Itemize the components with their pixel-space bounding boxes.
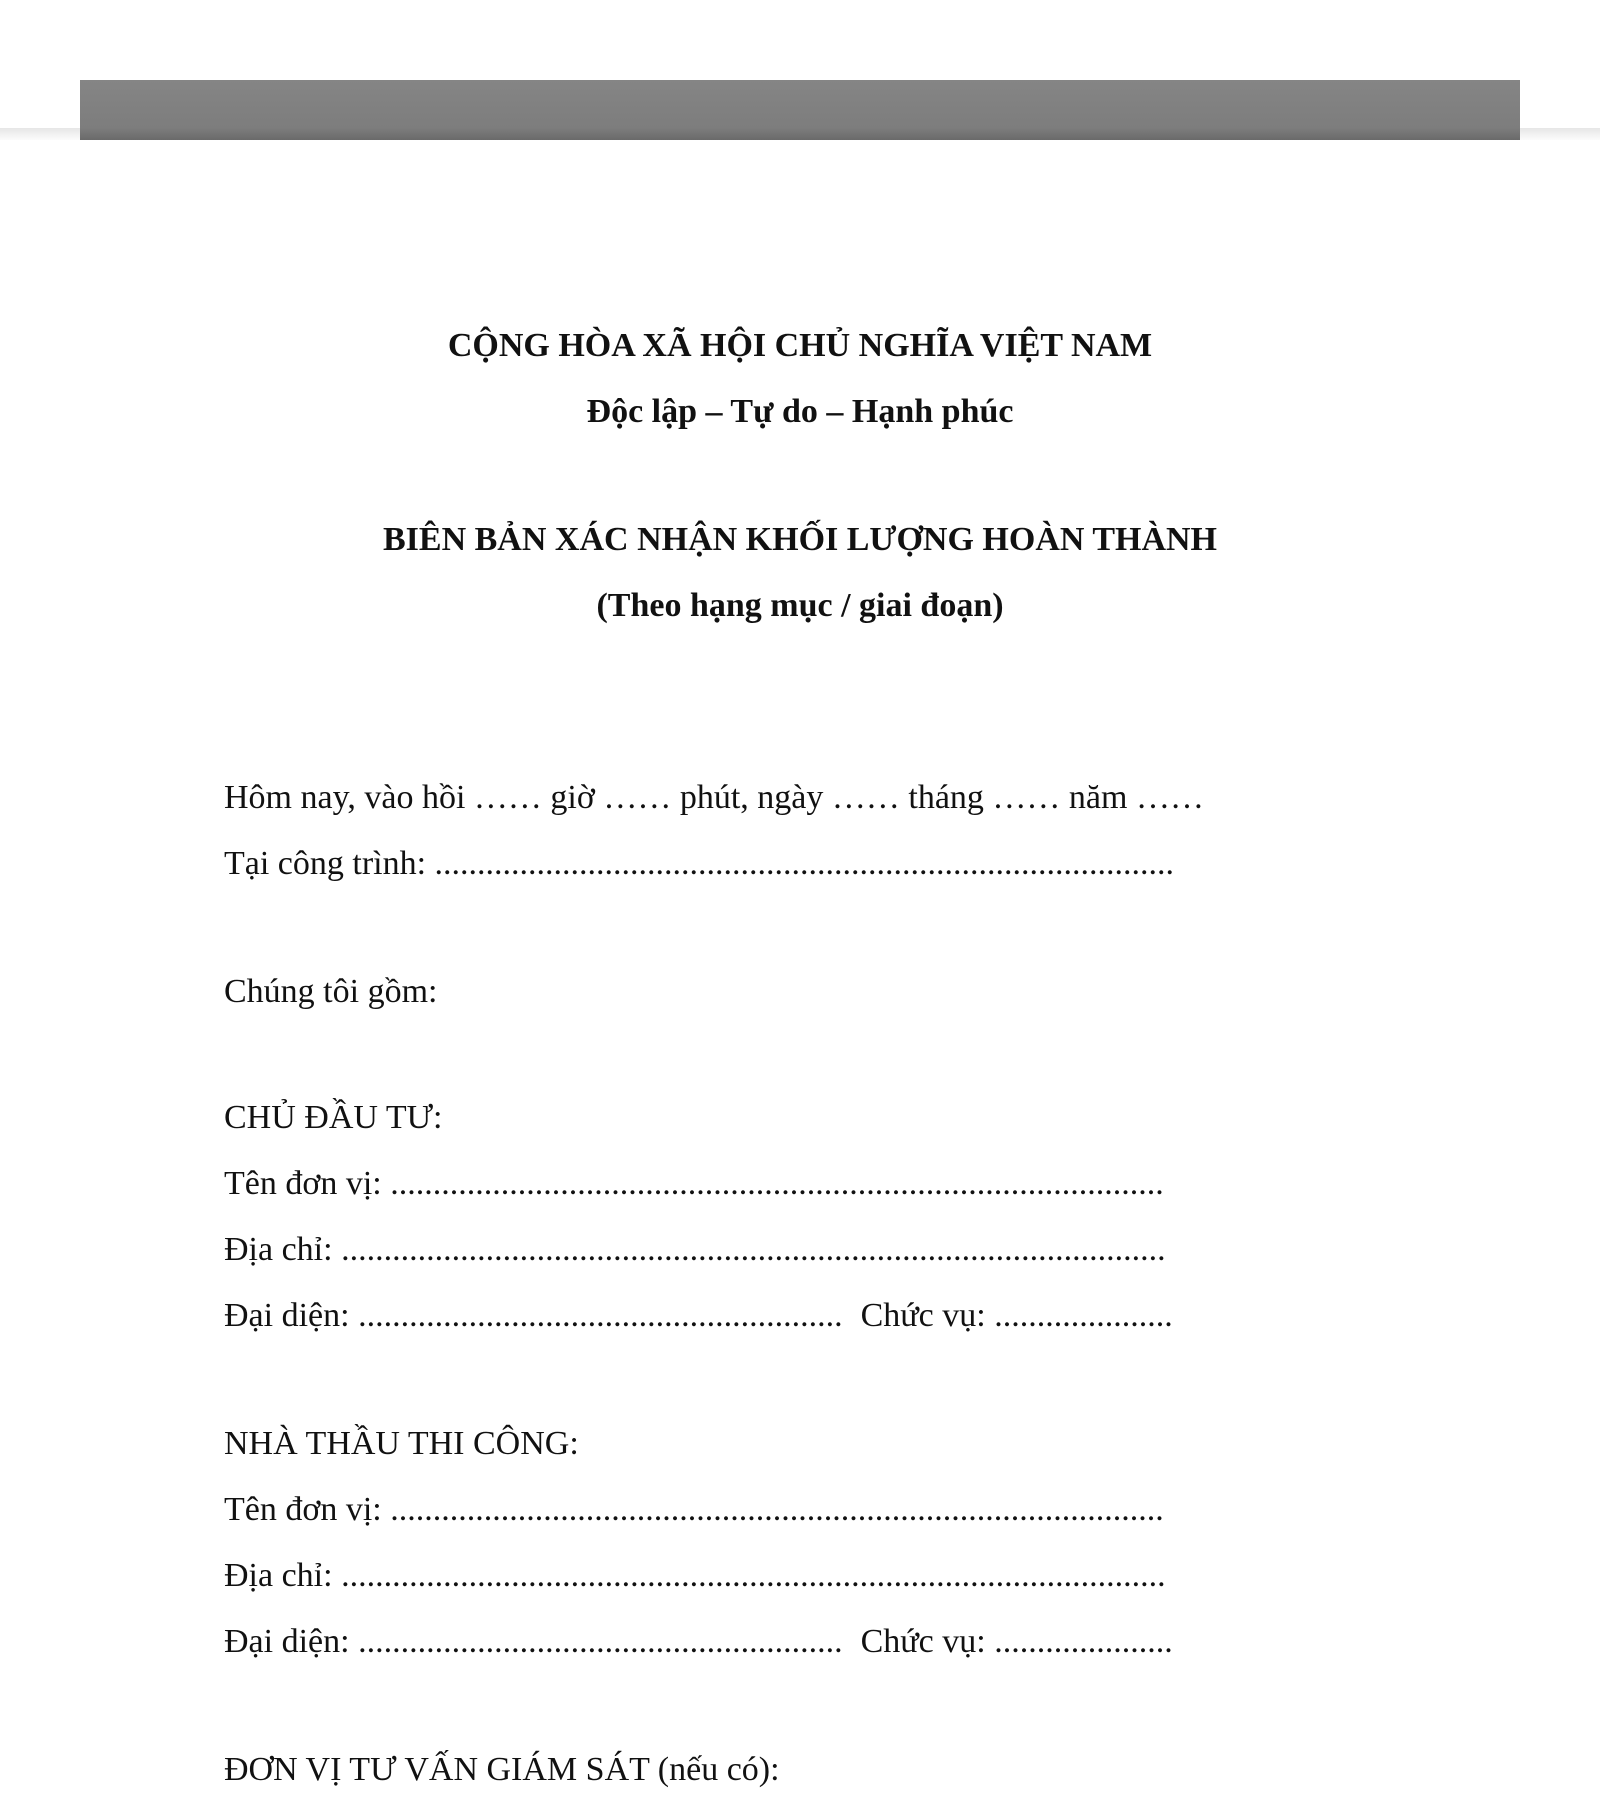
investor-address: Địa chỉ: ................................................................................................. [224,1231,1166,1268]
country-heading: CỘNG HÒA XÃ HỘI CHỦ NGHĨA VIỆT NAM [447,327,1153,364]
investor-position: Chức vụ: ..................... [860,1297,1173,1334]
contractor-rep-row [224,1622,1173,1662]
document-subtitle: (Theo hạng mục / giai đoạn) [596,587,1004,624]
contractor-representative: Đại diện: ......................................................... [224,1623,843,1660]
viewer-toolbar [80,80,1520,140]
supervisor-heading: ĐƠN VỊ TƯ VẤN GIÁM SÁT (nếu có): [224,1751,780,1788]
investor-unit-name: Tên đơn vị: ........................................................................................... [224,1165,1164,1202]
investor-rep-row [224,1296,1173,1336]
contractor-address: Địa chỉ: ................................................................................................. [224,1557,1166,1594]
contractor-heading: NHÀ THẦU THI CÔNG: [224,1425,579,1462]
site-line: Tại công trình: ....................................................................................... [224,845,1175,882]
investor-heading: CHỦ ĐẦU TƯ: [224,1099,443,1136]
investor-representative: Đại diện: ......................................................... [224,1297,843,1334]
document-page [0,140,1600,1800]
datetime-line: Hôm nay, vào hồi …… giờ …… phút, ngày …… tháng …… năm …… [224,779,1204,816]
motto-heading: Độc lập – Tự do – Hạnh phúc [586,393,1014,430]
contractor-position: Chức vụ: ..................... [860,1623,1173,1660]
document-title: BIÊN BẢN XÁC NHẬN KHỐI LƯỢNG HOÀN THÀNH [382,521,1217,558]
we-include-label: Chúng tôi gồm: [224,973,438,1010]
contractor-unit-name: Tên đơn vị: ........................................................................................... [224,1491,1164,1528]
